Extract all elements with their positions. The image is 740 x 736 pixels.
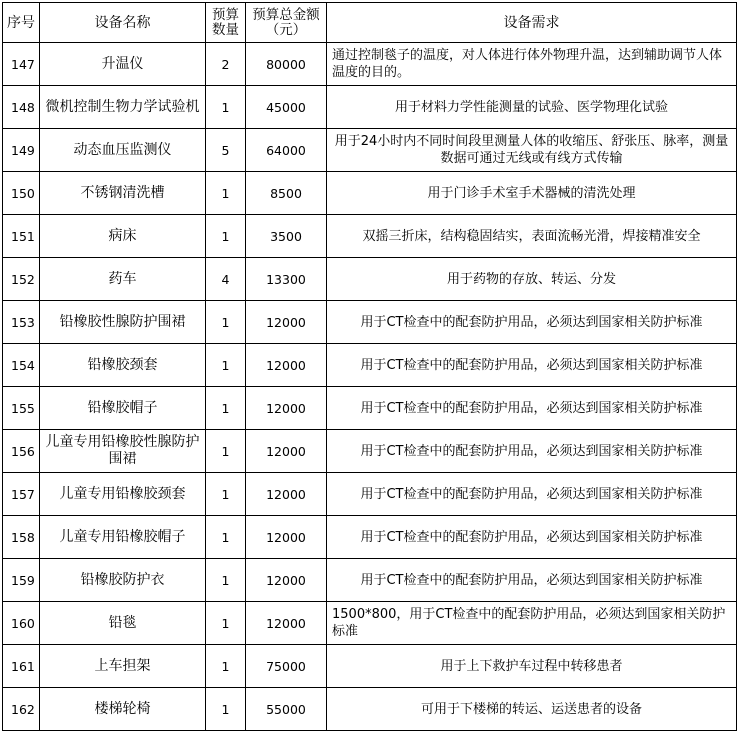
- cell-requirement: 用于CT检查中的配套防护用品，必须达到国家相关防护标准: [327, 559, 737, 602]
- cell-seq: 154: [3, 344, 40, 387]
- cell-seq: 151: [3, 215, 40, 258]
- cell-qty: 2: [206, 43, 246, 86]
- cell-qty: 1: [206, 172, 246, 215]
- table-row: [3, 43, 737, 86]
- cell-qty: 5: [206, 129, 246, 172]
- cell-seq: 153: [3, 301, 40, 344]
- table-row: [3, 688, 737, 731]
- cell-requirement: 用于药物的存放、转运、分发: [327, 258, 737, 301]
- table-row: [3, 559, 737, 602]
- cell-amount: 12000: [246, 301, 327, 344]
- cell-name: 动态血压监测仪: [40, 129, 206, 172]
- cell-name: 不锈钢清洗槽: [40, 172, 206, 215]
- table-row: [3, 215, 737, 258]
- cell-requirement: 用于门诊手术室手术器械的清洗处理: [327, 172, 737, 215]
- table-row: [3, 129, 737, 172]
- cell-seq: 159: [3, 559, 40, 602]
- cell-amount: 55000: [246, 688, 327, 731]
- cell-qty: 1: [206, 645, 246, 688]
- cell-name: 铅毯: [40, 602, 206, 645]
- cell-requirement: 用于CT检查中的配套防护用品，必须达到国家相关防护标准: [327, 516, 737, 559]
- table-row: [3, 430, 737, 473]
- cell-requirement: 用于CT检查中的配套防护用品，必须达到国家相关防护标准: [327, 344, 737, 387]
- cell-qty: 1: [206, 473, 246, 516]
- cell-name: 儿童专用铅橡胶性腺防护围裙: [40, 430, 206, 473]
- cell-requirement: 用于CT检查中的配套防护用品，必须达到国家相关防护标准: [327, 387, 737, 430]
- cell-amount: 75000: [246, 645, 327, 688]
- cell-requirement: 双摇三折床，结构稳固结实，表面流畅光滑，焊接精准安全: [327, 215, 737, 258]
- cell-seq: 156: [3, 430, 40, 473]
- table-row: [3, 645, 737, 688]
- header-qty-line2: 数量: [212, 21, 239, 38]
- cell-qty: 1: [206, 387, 246, 430]
- cell-amount: 12000: [246, 344, 327, 387]
- header-qty: [206, 3, 246, 43]
- header-seq: 序号: [3, 3, 40, 43]
- cell-name: 药车: [40, 258, 206, 301]
- equipment-budget-table: [2, 2, 737, 731]
- header-amount-line1: 预算总金额: [252, 6, 320, 23]
- table-row: [3, 301, 737, 344]
- cell-qty: 1: [206, 559, 246, 602]
- cell-name: 上车担架: [40, 645, 206, 688]
- cell-requirement: 用于材料力学性能测量的试验、医学物理化试验: [327, 86, 737, 129]
- cell-amount: 12000: [246, 387, 327, 430]
- cell-requirement: 1500*800，用于CT检查中的配套防护用品，必须达到国家相关防护标准: [327, 602, 737, 645]
- cell-qty: 1: [206, 430, 246, 473]
- cell-amount: 3500: [246, 215, 327, 258]
- header-amount: [246, 3, 327, 43]
- cell-seq: 149: [3, 129, 40, 172]
- table-row: [3, 86, 737, 129]
- header-amount-line2: （元）: [265, 21, 307, 38]
- table-row: [3, 344, 737, 387]
- table-row: [3, 473, 737, 516]
- cell-amount: 12000: [246, 430, 327, 473]
- header-requirement: 设备需求: [327, 3, 737, 43]
- cell-name: 升温仪: [40, 43, 206, 86]
- cell-seq: 148: [3, 86, 40, 129]
- cell-seq: 161: [3, 645, 40, 688]
- cell-name: 微机控制生物力学试验机: [40, 86, 206, 129]
- cell-qty: 1: [206, 688, 246, 731]
- cell-requirement: 用于CT检查中的配套防护用品，必须达到国家相关防护标准: [327, 301, 737, 344]
- cell-qty: 1: [206, 344, 246, 387]
- header-name: 设备名称: [40, 3, 206, 43]
- cell-amount: 45000: [246, 86, 327, 129]
- cell-amount: 8500: [246, 172, 327, 215]
- cell-amount: 80000: [246, 43, 327, 86]
- cell-seq: 160: [3, 602, 40, 645]
- cell-requirement: 用于CT检查中的配套防护用品，必须达到国家相关防护标准: [327, 430, 737, 473]
- cell-name: 楼梯轮椅: [40, 688, 206, 731]
- header-row: [3, 3, 737, 43]
- table-row: [3, 387, 737, 430]
- cell-seq: 162: [3, 688, 40, 731]
- table-row: [3, 258, 737, 301]
- table-row: [3, 602, 737, 645]
- cell-seq: 150: [3, 172, 40, 215]
- cell-name: 儿童专用铅橡胶颈套: [40, 473, 206, 516]
- cell-qty: 1: [206, 301, 246, 344]
- cell-name: 铅橡胶防护衣: [40, 559, 206, 602]
- cell-name: 病床: [40, 215, 206, 258]
- cell-amount: 12000: [246, 516, 327, 559]
- cell-seq: 158: [3, 516, 40, 559]
- cell-amount: 12000: [246, 473, 327, 516]
- cell-qty: 1: [206, 602, 246, 645]
- table-row: [3, 516, 737, 559]
- cell-seq: 152: [3, 258, 40, 301]
- cell-seq: 147: [3, 43, 40, 86]
- cell-qty: 4: [206, 258, 246, 301]
- cell-amount: 12000: [246, 602, 327, 645]
- cell-requirement: 可用于下楼梯的转运、运送患者的设备: [327, 688, 737, 731]
- cell-seq: 155: [3, 387, 40, 430]
- cell-qty: 1: [206, 215, 246, 258]
- cell-name: 铅橡胶性腺防护围裙: [40, 301, 206, 344]
- cell-amount: 13300: [246, 258, 327, 301]
- header-qty-line1: 预算: [212, 6, 239, 23]
- table-header: [3, 3, 737, 43]
- cell-name: 铅橡胶颈套: [40, 344, 206, 387]
- table-body: [3, 43, 737, 731]
- cell-amount: 12000: [246, 559, 327, 602]
- cell-requirement: 用于24小时内不同时间段里测量人体的收缩压、舒张压、脉率，测量数据可通过无线或有线方式传输: [327, 129, 737, 172]
- table-row: [3, 172, 737, 215]
- cell-amount: 64000: [246, 129, 327, 172]
- cell-seq: 157: [3, 473, 40, 516]
- cell-name: 儿童专用铅橡胶帽子: [40, 516, 206, 559]
- cell-qty: 1: [206, 86, 246, 129]
- cell-name: 铅橡胶帽子: [40, 387, 206, 430]
- cell-requirement: 用于上下救护车过程中转移患者: [327, 645, 737, 688]
- cell-qty: 1: [206, 516, 246, 559]
- cell-requirement: 用于CT检查中的配套防护用品，必须达到国家相关防护标准: [327, 473, 737, 516]
- cell-requirement: 通过控制毯子的温度，对人体进行体外物理升温，达到辅助调节人体温度的目的。: [327, 43, 737, 86]
